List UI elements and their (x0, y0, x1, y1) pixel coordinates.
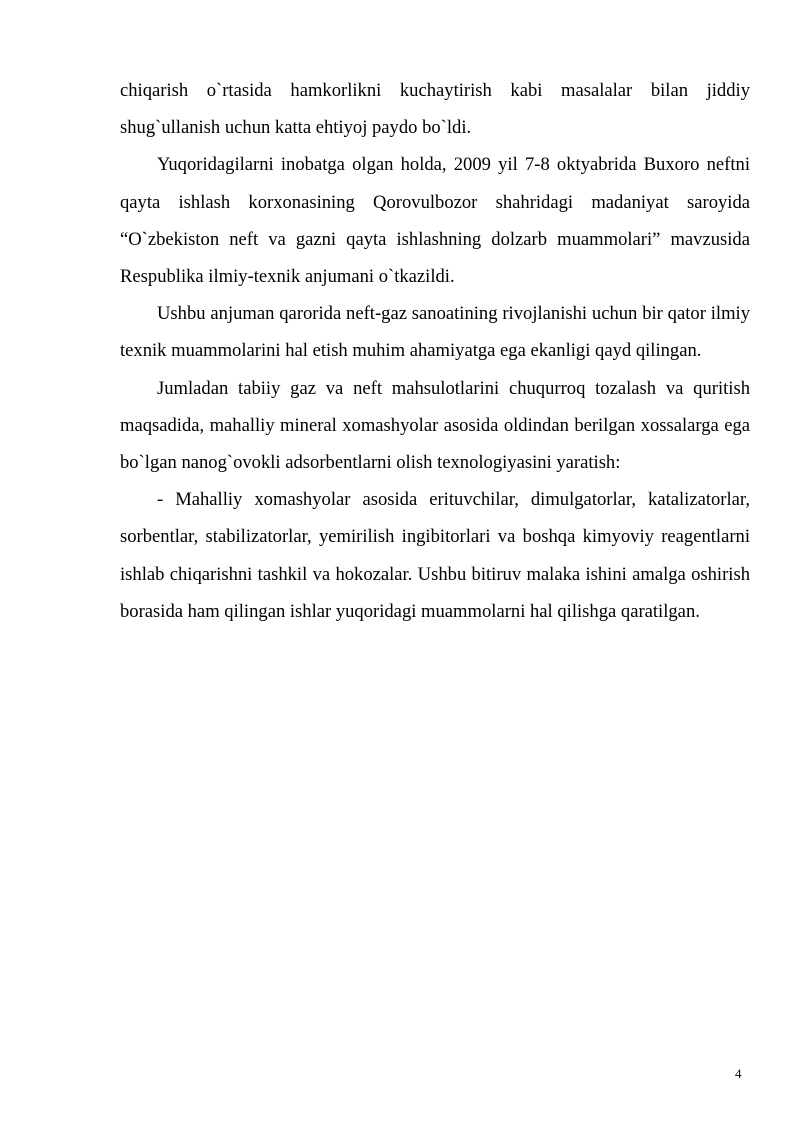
page-number: 4 (735, 1066, 742, 1081)
paragraph-resolution: Ushbu anjuman qarorida neft-gaz sanoatining rivojlanishi uchun bir qator ilmiy texnik muammolarini hal etish muhim ahamiyatga ega ekanligi qayd qilingan. (120, 303, 750, 362)
paragraph-adsorbents: Jumladan tabiiy gaz va neft mahsulotlarini chuqurroq tozalash va quritish maqsadida, mahalliy mineral xomashyolar asosida oldindan berilgan xossalarga ega bo`lgan nanog`ovokli adsorbentlarni olish texnologiyasini yaratish: (120, 377, 750, 474)
paragraph-continuation: chiqarish o`rtasida hamkorlikni kuchaytirish kabi masalalar bilan jiddiy shug`ullanish uchun katta ehtiyoj paydo bo`ldi. (120, 80, 750, 139)
paragraph-list-item: - Mahalliy xomashyolar asosida erituvchilar, dimulgatorlar, katalizatorlar, sorbentlar, stabilizatorlar, yemirilish ingibitorlari va boshqa kimyoviy reagentlarni ishlab chiqarishni tashkil va hokozalar. Ushbu bitiruv malaka ishini amalga oshirish borasida ham qilingan ishlar yuqoridagi muammolarni hal qilishga qaratilgan. (120, 489, 750, 622)
paragraph-conference: Yuqoridagilarni inobatga olgan holda, 2009 yil 7-8 oktyabrida Buxoro neftni qayta ishlash korxonasining Qorovulbozor shahridagi madaniyat saroyida “O`zbekiston neft va gazni qayta ishlashning dolzarb muammolari” mavzusida Respublika ilmiy-texnik anjumani o`tkazildi. (120, 154, 750, 288)
document-body (120, 72, 750, 630)
